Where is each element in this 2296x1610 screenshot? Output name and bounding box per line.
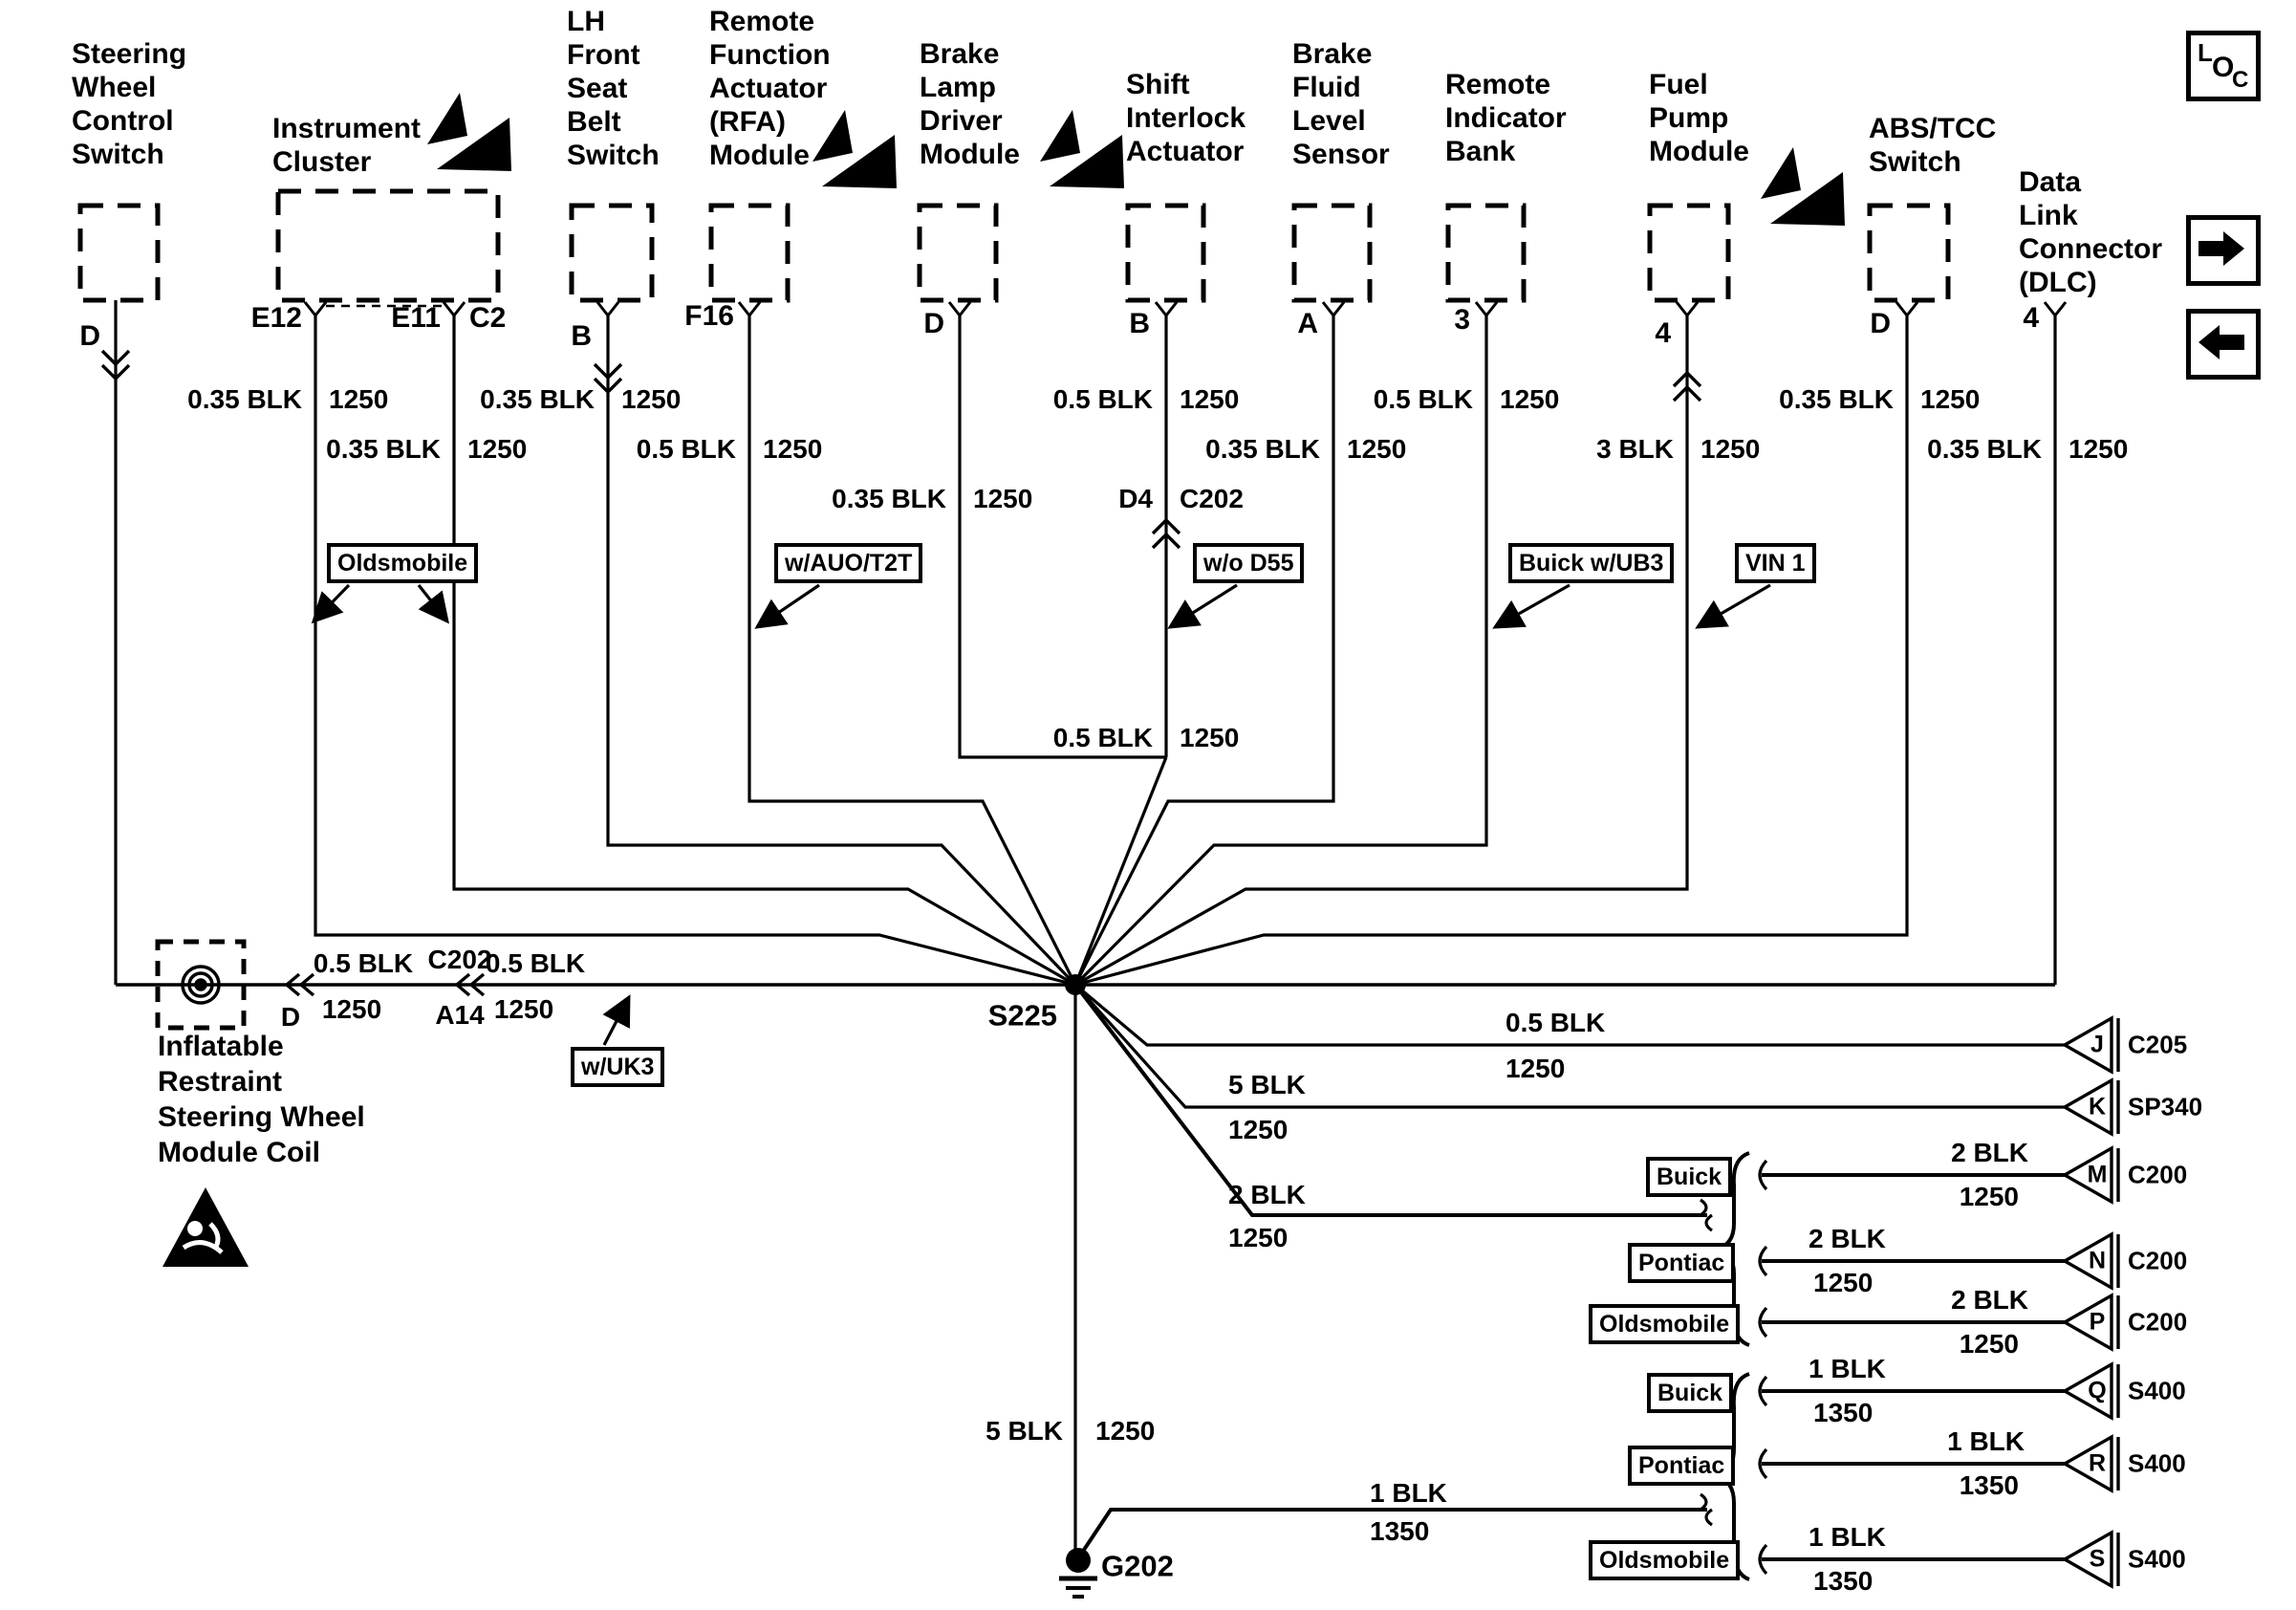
connector-label: C200 (2128, 1160, 2188, 1189)
sir-note-line: Steering Wheel (158, 1101, 365, 1133)
wire-label: 0.35 BLK (1927, 434, 2042, 464)
wire-label: 1250 (973, 484, 1033, 513)
component-label-remote-function-actuator-rfa-module: Actuator (709, 73, 828, 104)
pin-label: D (79, 320, 100, 352)
option-callout[interactable]: Oldsmobile (327, 543, 478, 583)
option-callout[interactable]: w/o D55 (1193, 543, 1304, 583)
pin-label: C2 (469, 302, 507, 334)
component-label-abs-tcc-switch: Switch (1869, 146, 1961, 178)
pin-label: 4 (2023, 302, 2039, 334)
wire-label: 1350 (1813, 1566, 1874, 1596)
wire-label: 2 BLK (1951, 1285, 2028, 1315)
pin-label: D (923, 308, 944, 339)
wire-label: 0.5 BLK (1373, 384, 1473, 414)
left-arrow-icon (2191, 314, 2252, 371)
connector-label: C200 (2128, 1246, 2188, 1275)
component-label-remote-function-actuator-rfa-module: Module (709, 140, 810, 171)
ground-symbol (1059, 1578, 1097, 1597)
component-label-steering-wheel-control-switch: Control (72, 105, 174, 137)
component-label-steering-wheel-control-switch: Wheel (72, 72, 157, 103)
connector-label: C200 (2128, 1307, 2188, 1337)
component-label-remote-indicator-bank: Bank (1445, 136, 1516, 167)
splice-label-g202: G202 (1101, 1549, 1174, 1583)
wire-to-c200-group (1075, 985, 1707, 1215)
wire-label: 0.5 BLK (1052, 384, 1153, 414)
wire-label: 3 BLK (1596, 434, 1674, 464)
brand-tag[interactable]: Oldsmobile (1589, 1304, 1740, 1344)
wire-label: 1250 (1095, 1416, 1156, 1446)
sir-note-line: Module Coil (158, 1137, 320, 1168)
next-page-button[interactable] (2186, 215, 2261, 286)
wire-label: 0.35 BLK (480, 384, 595, 414)
pin-fork-symbols (305, 302, 2066, 315)
wire-label: 2 BLK (1809, 1224, 1886, 1253)
branch-braces (1717, 1153, 1749, 1579)
wire-label: 1250 (1180, 384, 1240, 414)
wire-label: 1250 (1228, 1223, 1289, 1252)
wire-label: 0.5 BLK (485, 948, 586, 978)
ground-wires (116, 300, 2065, 1559)
component-label-data-link-connector-dlc: (DLC) (2019, 267, 2097, 298)
component-label-brake-fluid-level-sensor: Fluid (1292, 72, 1361, 103)
component-label-data-link-connector-dlc: Link (2019, 200, 2078, 231)
wire-label: 1250 (1180, 723, 1240, 752)
component-label-lh-front-seat-belt-switch: Seat (567, 73, 628, 104)
pin-label: F16 (684, 300, 734, 332)
component-label-brake-fluid-level-sensor: Sensor (1292, 139, 1390, 170)
wire-rfa-f16 (749, 315, 1075, 985)
wire-label: 1250 (1959, 1329, 2019, 1359)
brand-tag[interactable]: Buick (1647, 1373, 1733, 1413)
pin-label: A (1297, 308, 1318, 339)
wire-label: 1250 (467, 434, 528, 464)
component-label-lh-front-seat-belt-switch: Front (567, 39, 640, 71)
loc-letter-o: O (2212, 52, 2235, 83)
component-label-shift-interlock-actuator: Shift (1126, 69, 1190, 100)
wire-label: 0.5 BLK (636, 434, 736, 464)
connector-letter: R (2088, 1449, 2107, 1477)
option-callout[interactable]: w/UK3 (571, 1047, 664, 1087)
component-label-remote-indicator-bank: Indicator (1445, 102, 1567, 134)
component-label-instrument-cluster: Instrument (272, 113, 422, 144)
connector-letter: K (2088, 1093, 2107, 1120)
wire-label: 1250 (1959, 1182, 2019, 1211)
connector-letter: P (2089, 1308, 2106, 1336)
sir-airbag-warning-icon (162, 1187, 249, 1267)
wire-label: 0.35 BLK (326, 434, 441, 464)
wire-shift-merge (1075, 757, 1166, 985)
component-label-brake-lamp-driver-module: Module (920, 139, 1020, 170)
wire-label: 1 BLK (1809, 1354, 1886, 1383)
component-label-brake-fluid-level-sensor: Level (1292, 105, 1366, 137)
wire-label: 1250 (493, 994, 554, 1024)
component-label-brake-lamp-driver-module: Driver (920, 105, 1003, 137)
wire-label: 1250 (321, 994, 382, 1024)
component-label-steering-wheel-control-switch: Switch (72, 139, 164, 170)
component-label-lh-front-seat-belt-switch: LH (567, 6, 605, 37)
wire-label: 5 BLK (1228, 1070, 1306, 1099)
connector-letter: N (2088, 1247, 2107, 1274)
connector-letter: S (2089, 1545, 2106, 1573)
component-label-remote-function-actuator-rfa-module: (RFA) (709, 106, 786, 138)
component-label-fuel-pump-module: Fuel (1649, 69, 1708, 100)
wire-label: D4 (1118, 484, 1153, 513)
connector-label: S400 (2128, 1376, 2186, 1405)
component-label-data-link-connector-dlc: Connector (2019, 233, 2162, 265)
component-label-lh-front-seat-belt-switch: Switch (567, 140, 660, 171)
component-label-abs-tcc-switch: ABS/TCC (1869, 113, 1997, 144)
wire-label: 1250 (1920, 384, 1981, 414)
sir-note-line: Inflatable (158, 1031, 284, 1062)
component-label-shift-interlock-actuator: Interlock (1126, 102, 1246, 134)
wire-label: 1250 (621, 384, 682, 414)
wire-label: C202 (1180, 484, 1244, 513)
option-callout[interactable]: Buick w/UB3 (1508, 543, 1674, 583)
splice-label-s225: S225 (987, 998, 1057, 1033)
wire-label: 1 BLK (1370, 1478, 1447, 1508)
splice-s225-dot (1065, 974, 1086, 995)
wire-label: 2 BLK (1951, 1138, 2028, 1167)
esd-warning-icon (812, 110, 897, 188)
esd-warning-icon (1040, 110, 1124, 188)
wire-label: 1250 (1347, 434, 1407, 464)
connector-label: S400 (2128, 1448, 2186, 1478)
wire-abs-d (1075, 315, 1907, 985)
connector-letter: Q (2088, 1377, 2107, 1404)
component-label-data-link-connector-dlc: Data (2019, 166, 2082, 198)
wire-label: A14 (435, 1000, 485, 1030)
wire-label: 1250 (1700, 434, 1761, 464)
brand-tag[interactable]: Oldsmobile (1589, 1540, 1740, 1580)
wire-label: 1250 (763, 434, 823, 464)
wire-label: 1350 (1959, 1470, 2019, 1500)
wire-label: 0.5 BLK (1505, 1008, 1606, 1037)
wire-cluster-e12 (315, 315, 1075, 985)
option-callout[interactable]: w/AUO/T2T (774, 543, 922, 583)
wire-label: C202 (427, 945, 492, 974)
right-arrow-icon (2191, 220, 2252, 277)
esd-warning-icon (1761, 147, 1845, 226)
wire-label: 0.35 BLK (187, 384, 302, 414)
wire-label: 2 BLK (1228, 1180, 1306, 1209)
pin-label: E12 (250, 302, 302, 334)
loc-letter-c: C (2232, 67, 2249, 93)
connector-letter: M (2087, 1161, 2108, 1188)
wire-label: 5 BLK (986, 1416, 1063, 1446)
wire-label: 0.35 BLK (1779, 384, 1894, 414)
connector-label: SP340 (2128, 1092, 2203, 1121)
pin-label: B (571, 320, 592, 352)
esd-warning-icon (427, 93, 511, 171)
loc-letter-l: L (2198, 38, 2213, 67)
wire-label: 1250 (1228, 1115, 1289, 1144)
component-label-fuel-pump-module: Pump (1649, 102, 1729, 134)
loc-reference-box[interactable] (2186, 31, 2261, 101)
wire-label: 0.35 BLK (832, 484, 946, 513)
brand-tag[interactable]: Pontiac (1628, 1243, 1735, 1283)
brand-tag[interactable]: Buick (1646, 1157, 1732, 1197)
option-callout[interactable]: VIN 1 (1735, 543, 1816, 583)
wire-label: 1250 (1505, 1054, 1566, 1083)
component-label-brake-lamp-driver-module: Lamp (920, 72, 997, 103)
wire-label: 1250 (329, 384, 389, 414)
wire-label: 0.35 BLK (1205, 434, 1320, 464)
wire-cluster-c2 (454, 315, 1075, 985)
pin-label: B (1129, 308, 1150, 339)
component-label-brake-fluid-level-sensor: Brake (1292, 38, 1373, 70)
pin-label: E11 (391, 302, 441, 334)
ground-g202-dot (1066, 1548, 1091, 1573)
pin-label: 3 (1454, 304, 1470, 336)
wire-label: 1250 (1813, 1268, 1874, 1297)
wire-brake-lamp-d (960, 315, 1166, 757)
sir-note-line: Restraint (158, 1066, 283, 1098)
wire-label: 1 BLK (1947, 1426, 2025, 1456)
wire-label: 1350 (1370, 1516, 1430, 1546)
component-label-lh-front-seat-belt-switch: Belt (567, 106, 621, 138)
wire-label: 1 BLK (1809, 1522, 1886, 1552)
component-label-fuel-pump-module: Module (1649, 136, 1749, 167)
previous-page-button[interactable] (2186, 309, 2261, 380)
pin-label: D (1870, 308, 1891, 339)
wire-remote-ind-3 (1075, 315, 1486, 985)
component-label-instrument-cluster: Cluster (272, 146, 372, 178)
component-label-remote-indicator-bank: Remote (1445, 69, 1551, 100)
wire-label: 1250 (1500, 384, 1560, 414)
connector-label: S400 (2128, 1544, 2186, 1574)
component-label-remote-function-actuator-rfa-module: Function (709, 39, 831, 71)
component-label-shift-interlock-actuator: Actuator (1126, 136, 1245, 167)
wire-label: 0.5 BLK (313, 948, 414, 978)
component-label-remote-function-actuator-rfa-module: Remote (709, 6, 815, 37)
brand-tag[interactable]: Pontiac (1628, 1446, 1735, 1486)
wire-seat-belt-b (608, 315, 1075, 985)
connector-letter: J (2090, 1031, 2104, 1058)
connector-label: C205 (2128, 1030, 2188, 1059)
pin-label: 4 (1655, 317, 1671, 349)
wire-label: 1250 (2069, 434, 2129, 464)
wire-label: D (280, 1002, 301, 1032)
component-connector-boxes (80, 191, 1948, 300)
component-label-brake-lamp-driver-module: Brake (920, 38, 1000, 70)
component-label-steering-wheel-control-switch: Steering (72, 38, 187, 70)
wire-label: 1350 (1813, 1398, 1874, 1427)
wire-label: 0.5 BLK (1052, 723, 1153, 752)
